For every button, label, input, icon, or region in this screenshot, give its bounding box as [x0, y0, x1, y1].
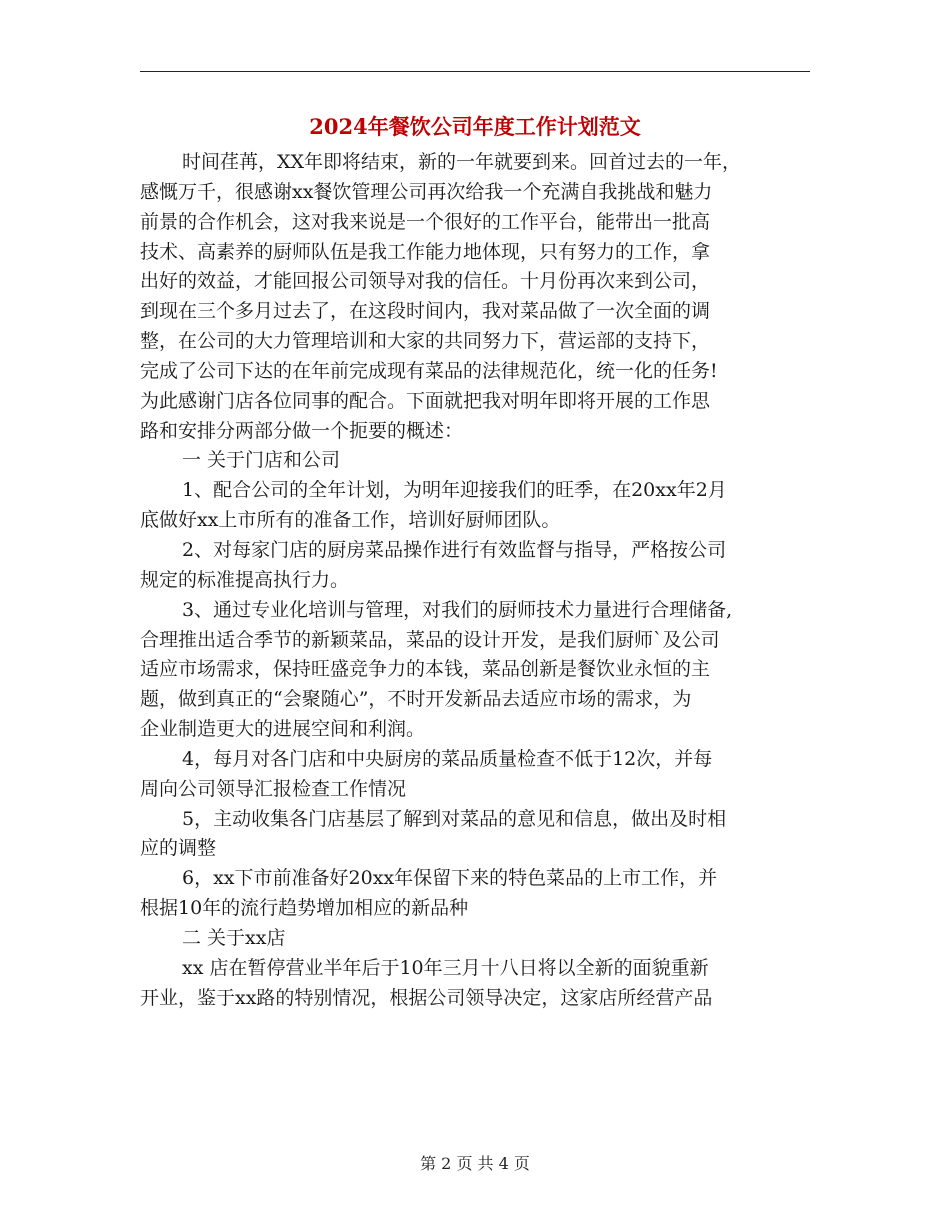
body-line: 6，xx下市前准备好20xx年保留下来的特色菜品的上市工作，并 — [182, 867, 718, 890]
body-line: 底做好xx上市所有的准备工作，培训好厨师团队。 — [140, 509, 561, 532]
body-line: 3、通过专业化培训与管理，对我们的厨师技术力量进行合理储备, — [182, 598, 733, 621]
body-line: 根据10年的流行趋势增加相应的新品种 — [140, 897, 469, 920]
body-line: 规定的标准提高执行力。 — [140, 568, 350, 591]
body-line: xx 店在暂停营业半年后于10年三月十八日将以全新的面貌重新 — [182, 956, 709, 979]
header-rule — [140, 71, 810, 72]
body-line: 周向公司领导汇报检查工作情况 — [140, 777, 407, 800]
body-line: 适应市场需求，保持旺盛竞争力的本钱，菜品创新是餐饮业永恒的主 — [140, 658, 711, 681]
body-line: 整，在公司的大力管理培训和大家的共同努力下，营运部的支持下， — [140, 330, 711, 353]
body-line: 2、对每家门店的厨房菜品操作进行有效监督与指导，严格按公司 — [182, 538, 727, 561]
body-line: 二 关于xx店 — [182, 926, 286, 949]
body-line: 5，主动收集各门店基层了解到对菜品的意见和信息，做出及时相 — [182, 807, 727, 830]
body-line: 1、配合公司的全年计划，为明年迎接我们的旺季，在20xx年2月 — [182, 479, 727, 502]
body-line: 技术、高素养的厨师队伍是我工作能力地体现，只有努力的工作，拿 — [140, 240, 711, 263]
body-line: 到现在三个多月过去了，在这段时间内，我对菜品做了一次全面的调 — [140, 300, 711, 323]
page-footer: 第 2 页 共 4 页 — [420, 1154, 530, 1173]
body-line: 出好的效益，才能回报公司领导对我的信任。十月份再次来到公司， — [140, 270, 711, 293]
body-line: 感慨万千，很感谢xx餐饮管理公司再次给我一个充满自我挑战和魅力 — [140, 180, 713, 203]
body-line: 企业制造更大的进展空间和利润。 — [140, 718, 426, 741]
body-line: 时间荏苒，XX年即将结束，新的一年就要到来。回首过去的一年， — [182, 151, 742, 173]
body-line: 应的调整 — [140, 837, 217, 860]
body-line: 4，每月对各门店和中央厨房的菜品质量检查不低于12次，并每 — [182, 747, 713, 770]
document-title: 2024年餐饮公司年度工作计划范文 — [309, 114, 641, 139]
body-line: 合理推出适合季节的新颖菜品，菜品的设计开发，是我们厨师`及公司 — [140, 628, 720, 651]
body-line: 完成了公司下达的在年前完成现有菜品的法律规范化，统一化的任务! — [140, 359, 718, 382]
document-body — [140, 148, 810, 1013]
body-line: 为此感谢门店各位同事的配合。下面就把我对明年即将开展的工作思 — [140, 389, 711, 412]
body-line: 开业，鉴于xx路的特别情况，根据公司领导决定，这家店所经营产品 — [140, 986, 713, 1009]
body-line: 路和安排分两部分做一个扼要的概述： — [140, 419, 464, 442]
body-line: 前景的合作机会，这对我来说是一个很好的工作平台，能带出一批高 — [140, 210, 711, 233]
body-line: 题，做到真正的“会聚随心”，不时开发新品去适应市场的需求，为 — [140, 688, 692, 711]
body-line: 一 关于门店和公司 — [182, 449, 341, 472]
